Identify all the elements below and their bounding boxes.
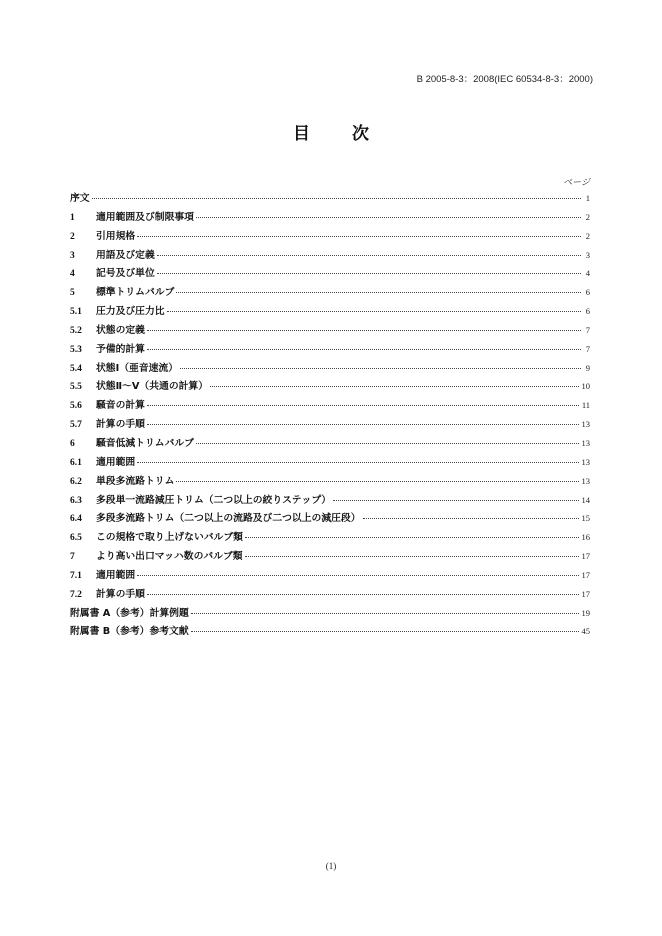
toc-entry-title: 記号及び単位 [96, 268, 155, 280]
dot-leader [196, 217, 581, 218]
toc-entry-number: 5.7 [70, 420, 82, 431]
dot-leader [147, 405, 579, 406]
toc-entry-title: 計算の手順 [96, 588, 145, 600]
toc-entry-title: 標準トリムバルブ [96, 287, 175, 299]
toc-entry-title: 状態Ⅱ～Ⅴ（共通の計算） [96, 381, 209, 393]
toc-entry[interactable] [70, 303, 590, 322]
toc-entry[interactable] [70, 492, 590, 511]
dot-leader [137, 575, 578, 576]
toc-entry-number: 4 [70, 269, 75, 280]
toc-entry-number: 5.1 [70, 307, 82, 318]
toc-entry[interactable] [70, 190, 590, 209]
toc-entry-title: 附属書 B（参考）参考文献 [70, 626, 189, 638]
toc-entry-title: 圧力及び圧力比 [96, 306, 165, 318]
dot-leader [210, 386, 578, 387]
dot-leader [167, 311, 581, 312]
dot-leader [180, 368, 581, 369]
toc-entry-page: 7 [585, 324, 590, 335]
toc-entry-page: 45 [581, 626, 590, 637]
toc-entry-number: 6 [70, 438, 75, 449]
toc-entry-title: 多段多流路トリム（二つ以上の流路及び二つ以上の減圧段） [96, 513, 361, 525]
toc-entry[interactable] [70, 454, 590, 473]
toc-entry-number: 5 [70, 288, 75, 299]
dot-leader [245, 537, 579, 538]
toc-entry-page: 17 [581, 551, 590, 562]
dot-leader [333, 500, 578, 501]
standard-code: B 2005-8-3：2008(IEC 60534-8-3：2000) [416, 74, 593, 85]
toc-entry-title: 多段単一流路減圧トリム（二つ以上の絞りステップ） [96, 494, 332, 506]
toc-entry-page: 6 [585, 306, 590, 317]
toc-entry-page: 19 [581, 607, 590, 618]
dot-leader [245, 556, 579, 557]
toc-entry-number: 2 [70, 231, 75, 242]
dot-leader [137, 462, 578, 463]
toc-entry-number: 5.6 [70, 401, 82, 412]
dot-leader [191, 613, 579, 614]
toc-entry-title: 序文 [70, 193, 90, 204]
toc-entry-title: 適用範囲 [96, 569, 136, 581]
dot-leader [157, 273, 581, 274]
dot-leader [196, 443, 579, 444]
toc-entry-page: 10 [581, 381, 590, 392]
toc-entry-number: 1 [70, 212, 75, 223]
dot-leader [157, 255, 581, 256]
toc-entry[interactable] [70, 360, 590, 379]
toc-entry[interactable] [70, 209, 590, 228]
toc-entry[interactable] [70, 228, 590, 247]
toc-entry-page: 2 [585, 230, 590, 241]
toc-entry[interactable] [70, 605, 590, 624]
toc-entry-number: 6.5 [70, 533, 82, 544]
toc-entry-number: 7.2 [70, 589, 82, 600]
toc-entry-page: 16 [581, 532, 590, 543]
toc-entry-page: 1 [585, 193, 590, 203]
toc-entry-title: 適用範囲 [96, 456, 136, 468]
toc-entry-title: 引用規格 [96, 230, 136, 242]
toc-entry-number: 7 [70, 552, 75, 563]
dot-leader [191, 631, 579, 632]
toc-entry-number: 7.1 [70, 570, 82, 581]
toc-entry-number: 5.4 [70, 363, 82, 374]
toc-entry[interactable] [70, 623, 590, 642]
table-of-contents [70, 190, 590, 642]
toc-entry[interactable] [70, 284, 590, 303]
toc-entry[interactable] [70, 247, 590, 266]
toc-entry-page: 14 [581, 494, 590, 505]
toc-entry-title: 計算の手順 [96, 419, 145, 431]
toc-entry-page: 13 [581, 475, 590, 486]
page-title: 目 次 [293, 124, 387, 144]
toc-entry-page: 17 [581, 569, 590, 580]
page-number: (1) [325, 861, 337, 871]
toc-entry-title: 予備的計算 [96, 343, 145, 355]
toc-entry-number: 5.3 [70, 344, 82, 355]
toc-entry-title: 状態の定義 [96, 324, 145, 336]
toc-entry-title: 騒音の計算 [96, 400, 145, 412]
toc-entry[interactable] [70, 586, 590, 605]
toc-entry-title: 附属書 A（参考）計算例題 [70, 607, 189, 619]
toc-entry-page: 4 [585, 268, 590, 279]
toc-entry[interactable] [70, 341, 590, 360]
toc-entry-title: より高い出口マッハ数のバルブ類 [96, 551, 243, 563]
toc-entry[interactable] [70, 435, 590, 454]
toc-entry-title: 用語及び定義 [96, 249, 155, 261]
toc-entry-page: 15 [581, 513, 590, 524]
toc-entry[interactable] [70, 416, 590, 435]
toc-entry-title: この規格で取り上げないバルブ類 [96, 532, 243, 544]
dot-leader [363, 518, 579, 519]
dot-leader [147, 330, 581, 331]
toc-entry-page: 7 [585, 343, 590, 354]
toc-entry-page: 13 [581, 437, 590, 448]
dot-leader [147, 349, 581, 350]
toc-entry-title: 単段多流路トリム [96, 475, 175, 487]
toc-entry-number: 3 [70, 250, 75, 261]
dot-leader [147, 424, 579, 425]
toc-entry-number: 6.2 [70, 476, 82, 487]
toc-entry-page: 17 [581, 588, 590, 599]
toc-entry[interactable] [70, 322, 590, 341]
toc-entry[interactable] [70, 473, 590, 492]
toc-entry-title: 騒音低減トリムバルブ [96, 437, 194, 449]
dot-leader [92, 198, 581, 199]
dot-leader [137, 236, 581, 237]
toc-entry[interactable] [70, 397, 590, 416]
toc-entry-page: 3 [585, 249, 590, 260]
toc-entry-number: 5.5 [70, 382, 82, 393]
toc-entry[interactable] [70, 567, 590, 586]
toc-entry-page: 11 [581, 400, 590, 411]
toc-entry-title: 状態Ⅰ（亜音速流） [96, 362, 179, 374]
toc-entry-page: 9 [585, 362, 590, 373]
toc-entry-page: 6 [585, 287, 590, 298]
toc-entry[interactable] [70, 510, 590, 529]
toc-entry-number: 6.4 [70, 514, 82, 525]
toc-entry-number: 6.1 [70, 457, 82, 468]
toc-entry-number: 5.2 [70, 325, 82, 336]
toc-entry-page: 13 [581, 419, 590, 430]
toc-entry-page: 13 [581, 456, 590, 467]
page-column-label: ページ [563, 178, 590, 188]
toc-entry-title: 適用範囲及び制限事項 [96, 211, 194, 223]
toc-entry-number: 6.3 [70, 495, 82, 506]
toc-entry[interactable] [70, 378, 590, 397]
dot-leader [147, 594, 579, 595]
toc-entry-page: 2 [585, 211, 590, 222]
dot-leader [176, 292, 581, 293]
dot-leader [176, 481, 578, 482]
toc-entry[interactable] [70, 529, 590, 548]
toc-entry[interactable] [70, 265, 590, 284]
toc-entry[interactable] [70, 548, 590, 567]
